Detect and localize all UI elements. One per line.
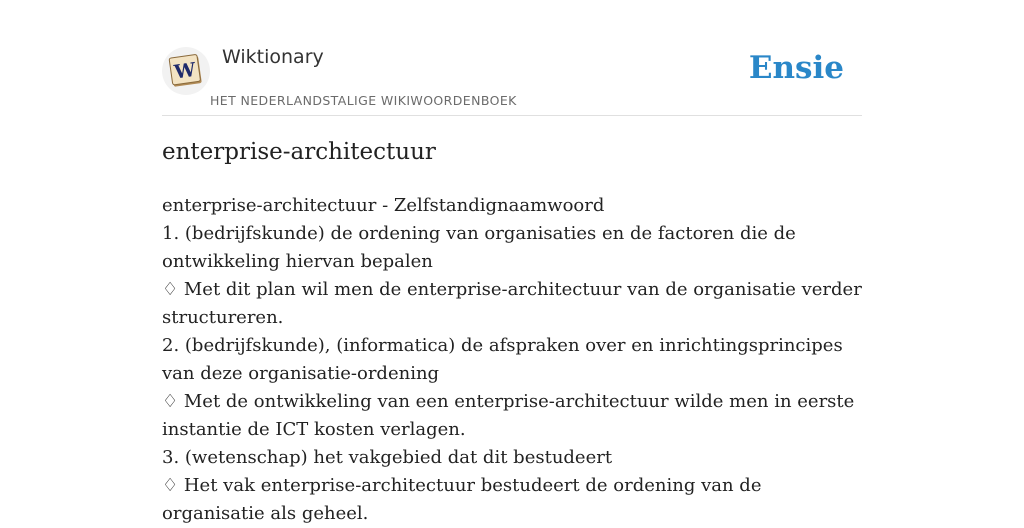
entry-headline: enterprise-architectuur - Zelfstandignaamwoord	[162, 195, 605, 216]
page-title: enterprise-architectuur	[162, 139, 436, 165]
page-container	[162, 0, 862, 524]
sense-definition-2: 2. (bedrijfskunde), (informatica) de afspraken over en inrichtingsprincipes van deze organisatie-ordening	[162, 335, 843, 384]
wiktionary-logo-icon	[168, 53, 204, 89]
ensie-brand-link[interactable]: Ensie	[748, 50, 844, 86]
entry-body	[162, 192, 862, 528]
sense-example-2: ♢ Met de ontwikkeling van een enterprise-architectuur wilde men in eerste instantie de ICT kosten verlagen.	[162, 391, 855, 440]
site-name-link[interactable]: Wiktionary	[222, 46, 324, 68]
wiktionary-logo[interactable]	[162, 47, 210, 95]
sense-definition-3: 3. (wetenschap) het vakgebied dat dit bestudeert	[162, 447, 613, 468]
sense-example-1: ♢ Met dit plan wil men de enterprise-architectuur van de organisatie verder structureren.	[162, 279, 862, 328]
site-header	[162, 0, 862, 116]
sense-definition-1: 1. (bedrijfskunde) de ordening van organisaties en de factoren die de ontwikkeling hiervan bepalen	[162, 223, 796, 272]
sense-example-3: ♢ Het vak enterprise-architectuur bestudeert de ordening van de organisatie als geheel.	[162, 475, 762, 524]
logo-letter: W	[172, 58, 198, 84]
site-tagline: HET NEDERLANDSTALIGE WIKIWOORDENBOEK	[210, 93, 517, 108]
